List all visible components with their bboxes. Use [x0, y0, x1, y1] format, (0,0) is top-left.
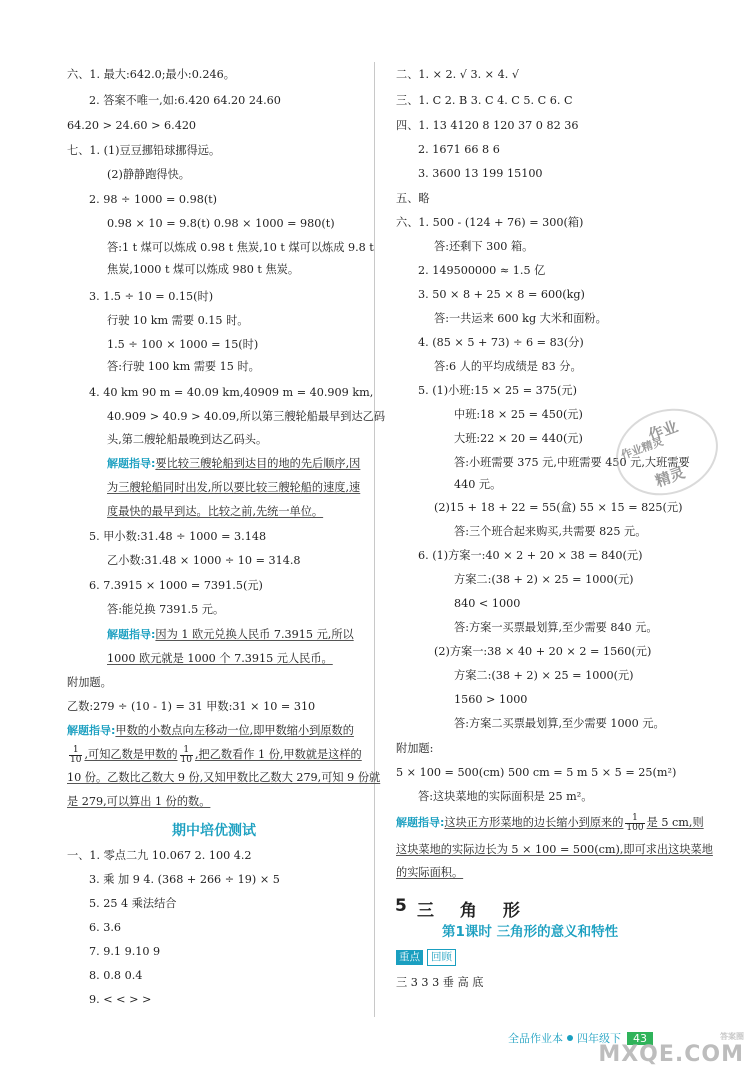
stamp-text: 作业 [645, 417, 681, 445]
chapter-number: 5 [395, 896, 417, 916]
answer-line: 六、1. 500 - (124 + 76) = 300(箱) [396, 216, 584, 229]
fraction [625, 814, 644, 833]
answer-line: 2. 149500000 ≈ 1.5 亿 [418, 264, 546, 277]
answer-line: (2)静静跑得快。 [107, 168, 190, 181]
hint-line [396, 843, 713, 857]
page-number: 43 [627, 1032, 653, 1045]
answer-line: 答:1 t 煤可以炼成 0.98 t 焦炭,10 t 煤可以炼成 9.8 t [107, 241, 374, 254]
hint-text: 1000 欧元就是 1000 个 7.3915 元人民币。 [107, 652, 333, 665]
hint-line [107, 481, 360, 495]
frac-num: 1 [180, 746, 193, 756]
answer-line: (2)15 + 18 + 22 = 55(盒) 55 × 15 = 825(元) [434, 501, 683, 514]
column-divider [374, 62, 375, 1017]
answer-line: 答:一共运来 600 kg 大米和面粉。 [434, 312, 607, 325]
watermark-sub: 答案圈 [720, 1032, 744, 1041]
answer-line: 64.20 > 24.60 > 6.420 [67, 119, 197, 132]
answer-line: 4. 40 km 90 m = 40.09 km,40909 m = 40.909 km, [89, 386, 374, 399]
frac-den: 10 [70, 754, 82, 765]
section-title: 期中培优测试 [172, 823, 256, 839]
hint-line [396, 866, 463, 880]
answer-line: 6. (1)方案一:40 × 2 + 20 × 38 = 840(元) [418, 549, 643, 562]
answer-line: 答:还剩下 300 箱。 [434, 240, 534, 253]
focus-tag: 重点 [396, 950, 423, 965]
hint-text: 这块正方形菜地的边长缩小到原来的 [444, 816, 624, 829]
answer-line: 1560 > 1000 [454, 693, 528, 706]
review-tag: 回顾 [427, 949, 456, 966]
answer-line: 3. 乘 加 9 4. (368 + 266 ÷ 19) × 5 [89, 873, 280, 886]
answer-line: 840 < 1000 [454, 597, 521, 610]
hint-line [107, 652, 333, 666]
answer-line: 2. 1671 66 8 6 [418, 143, 500, 156]
answer-line: 方案二:(38 + 2) × 25 = 1000(元) [454, 573, 634, 586]
answer-line: 6. 3.6 [89, 921, 122, 934]
answer-line: 答:小班需要 375 元,中班需要 450 元,大班需要 [454, 456, 690, 469]
answer-line: 三 3 3 3 垂 高 底 [396, 976, 484, 989]
answer-line: 答:能兑换 7391.5 元。 [107, 603, 225, 616]
answer-line: 六、1. 最大:642.0;最小:0.246。 [67, 68, 235, 81]
hint-text: ,可知乙数是甲数的 [84, 748, 178, 761]
hint-text: 要比较三艘轮船到达目的地的先后顺序,因 [155, 457, 361, 470]
hint-text: ,把乙数看作 1 份,甲数就是这样的 [194, 748, 362, 761]
hint-tag: 解题指导: [107, 457, 156, 470]
hint-text: 是 279,可以算出 1 份的数。 [67, 795, 211, 808]
answer-line: 0.98 × 10 = 9.8(t) 0.98 × 1000 = 980(t) [107, 217, 335, 230]
answer-line: 行驶 10 km 需要 0.15 时。 [107, 314, 249, 327]
lesson-title: 第1课时 三角形的意义和特性 [442, 924, 619, 940]
frac-den: 100 [626, 822, 644, 833]
hint-text: 是 5 cm,则 [646, 816, 704, 829]
hint-tag: 解题指导: [107, 628, 156, 641]
hint-line [67, 795, 210, 809]
hint-tag: 解题指导: [396, 816, 445, 829]
answer-line: 焦炭,1000 t 煤可以炼成 980 t 焦炭。 [107, 263, 300, 276]
answer-line: 2. 答案不唯一,如:6.420 64.20 24.60 [89, 94, 281, 107]
frac-num: 1 [625, 814, 644, 824]
answer-line: 40.909 > 40.9 > 40.09,所以第三艘轮船最早到达乙码 [107, 410, 386, 423]
answer-line: 七、1. (1)豆豆挪铅球挪得远。 [67, 144, 221, 157]
answer-line: 5. (1)小班:15 × 25 = 375(元) [418, 384, 577, 397]
answer-line: 5. 25 4 乘法结合 [89, 897, 177, 910]
answer-line: 答:三个班合起来购买,共需要 825 元。 [454, 525, 647, 538]
hint-line [67, 724, 354, 738]
hint-line [107, 505, 323, 519]
hint-line [67, 771, 380, 785]
hint-text: 为三艘轮船同时出发,所以要比较三艘轮船的速度,速 [107, 481, 361, 494]
bullet-icon [567, 1035, 573, 1041]
answer-line: 四、1. 13 4120 8 120 37 0 82 36 [396, 119, 579, 132]
brand-name: 全品作业本 [508, 1032, 563, 1045]
answer-line: 1.5 ÷ 100 × 1000 = 15(时) [107, 338, 259, 351]
hint-text: 的实际面积。 [396, 866, 464, 879]
answer-line: 答:这块菜地的实际面积是 25 m²。 [418, 790, 593, 803]
answer-line: 答:方案一买票最划算,至少需要 840 元。 [454, 621, 658, 634]
answer-line: 4. (85 × 5 + 73) ÷ 6 = 83(分) [418, 336, 584, 349]
hint-text: 这块菜地的实际边长为 5 × 100 = 500(cm),即可求出这块菜地 [396, 843, 713, 856]
answer-line: 8. 0.8 0.4 [89, 969, 143, 982]
answer-line: 440 元。 [454, 478, 502, 491]
answer-line: 7. 9.1 9.10 9 [89, 945, 161, 958]
answer-line: 头,第二艘轮船最晚到达乙码头。 [107, 433, 268, 446]
answer-line: 中班:18 × 25 = 450(元) [454, 408, 583, 421]
chapter-title: 三 角 形 [417, 901, 530, 921]
hint-line [107, 457, 360, 471]
answer-line: 附加题: [396, 742, 434, 755]
site-watermark [598, 1031, 744, 1067]
answer-line: 方案二:(38 + 2) × 25 = 1000(元) [454, 669, 634, 682]
answer-line: 3. 1.5 ÷ 10 = 0.15(时) [89, 290, 214, 303]
answer-line: 答:行驶 100 km 需要 15 时。 [107, 360, 260, 373]
answer-line: 5. 甲小数:31.48 ÷ 1000 = 3.148 [89, 530, 267, 543]
frac-num: 1 [69, 746, 82, 756]
answer-line: 3. 50 × 8 + 25 × 8 = 600(kg) [418, 288, 585, 301]
answer-line: 6. 7.3915 × 1000 = 7391.5(元) [89, 579, 263, 592]
answer-line: 答:6 人的平均成绩是 83 分。 [434, 360, 582, 373]
frac-den: 10 [180, 754, 192, 765]
stamp-text: 作业精灵 [619, 434, 666, 463]
answer-line: 五、略 [396, 192, 430, 205]
answer-line: 9. < < > > [89, 993, 152, 1006]
answer-line: 3. 3600 13 199 15100 [418, 167, 543, 180]
answer-line: 乙数:279 ÷ (10 - 1) = 31 甲数:31 × 10 = 310 [67, 700, 316, 713]
hint-line [67, 742, 362, 768]
fraction [180, 746, 193, 765]
answer-line: 三、1. C 2. B 3. C 4. C 5. C 6. C [396, 94, 573, 107]
grade-label: 四年级下 [577, 1032, 621, 1045]
answer-line: 大班:22 × 20 = 440(元) [454, 432, 583, 445]
answer-line: 一、1. 零点二九 10.067 2. 100 4.2 [67, 849, 252, 862]
answer-line: 2. 98 ÷ 1000 = 0.98(t) [89, 193, 218, 206]
fraction [69, 746, 82, 765]
answer-line: 附加题。 [67, 676, 112, 689]
hint-tag: 解题指导: [67, 724, 116, 737]
hint-text: 度最快的最早到达。比较之前,先统一单位。 [107, 505, 324, 518]
hint-line [107, 628, 354, 642]
hint-text: 10 份。乙数比乙数大 9 份,又知甲数比乙数大 279,可知 9 份就 [67, 771, 381, 784]
watermark-main: MXQE.COM [598, 1042, 744, 1067]
stamp-text: 精灵 [652, 463, 688, 491]
answer-line: (2)方案一:38 × 40 + 20 × 2 = 1560(元) [434, 645, 652, 658]
answer-line: 5 × 100 = 500(cm) 500 cm = 5 m 5 × 5 = 25(m²) [396, 766, 677, 779]
hint-text: 甲数的小数点向左移动一位,即甲数缩小到原数的 [115, 724, 354, 737]
answer-line: 二、1. × 2. √ 3. × 4. √ [396, 68, 519, 81]
hint-text: 因为 1 欧元兑换人民币 7.3915 元,所以 [155, 628, 354, 641]
hint-line [396, 810, 704, 836]
answer-line: 答:方案二买票最划算,至少需要 1000 元。 [454, 717, 665, 730]
answer-line: 乙小数:31.48 × 1000 ÷ 10 = 314.8 [107, 554, 301, 567]
